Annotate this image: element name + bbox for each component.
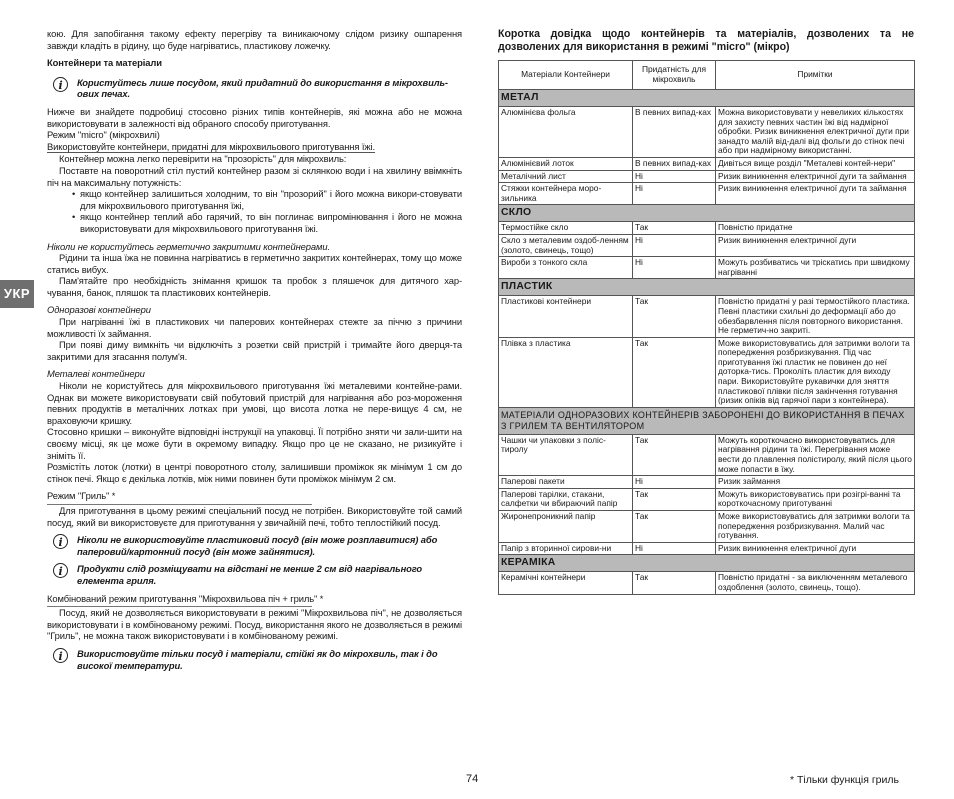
notes-cell: Ризик виникнення електричної дуги — [716, 542, 915, 555]
table-row — [499, 337, 915, 407]
material-cell: Паперові тарілки, стакани, салфетки чи вбираючий папір — [499, 488, 633, 510]
suitability-cell: Ні — [633, 234, 716, 256]
table-header-row — [499, 61, 915, 90]
combo-mode-label: Комбінований режим приготування "Мікрохвильова піч + гриль" * — [47, 592, 324, 604]
notes-cell: Дивіться вище розділ "Металеві контей-нери" — [716, 157, 915, 170]
check-instruction: Поставте на поворотний стіл пустий контейнер разом зі склянкою води і на хвилину ввімкніть піч на максимальну потужність: — [47, 164, 462, 188]
material-cell: Чашки чи упаковки з поліс-тиролу — [499, 434, 633, 475]
suitability-cell: Так — [633, 222, 716, 235]
grill-text: Для приготування в цьому режимі спеціальний посуд не потрібен. Використовуйте той самий посуд, який ви використовуєте для приготування у звичайній печі, тобто теплостійкий посуд. — [47, 504, 462, 528]
table-row — [499, 296, 915, 337]
table-row — [499, 572, 915, 594]
table-row — [499, 222, 915, 235]
notes-cell: Можуть короткочасно використовуватись для нагрівання рідини та їжі. Перегрівання може вести до плавлення полістиролу, який після цього може попасти в їжу. — [716, 434, 915, 475]
notes-cell: Ризик виникнення електричної дуги — [716, 234, 915, 256]
material-cell: Металічний лист — [499, 170, 633, 183]
info-icon: i — [53, 563, 68, 578]
material-cell: Алюмінієвий лоток — [499, 157, 633, 170]
note-plastic — [47, 534, 462, 557]
suitability-cell: Так — [633, 488, 716, 510]
micro-use: Використовуйте контейнери, придатні для мікрохвильового приготування їжі. — [47, 140, 376, 152]
notes-cell: Може використовуватись для затримки вологи та попередження розбризкування. Під час приготування їжі пластик не повинен до неї доторка-тись. Проколіть пластик для виходу пари. Використовуйте рукавички для зняття пластикової плівки після закінчення готування (ризик опіків від гарячої пари з контейнера). — [716, 337, 915, 407]
containers-guide-table — [498, 60, 915, 595]
notes-cell: Може використовуватись для затримки вологи та попередження розбризкування. Малий час готування. — [716, 511, 915, 543]
info-icon: i — [53, 534, 68, 549]
bullet-warm: • якщо контейнер теплий або гарячий, то він поглинає випромінювання і його не можна використовувати для мікрохвильового приготування їжі. — [72, 211, 462, 234]
info-icon: i — [53, 77, 68, 92]
micro-mode-label: Режим "micro" (мікрохвилі) — [47, 129, 160, 141]
suitability-cell: Так — [633, 511, 716, 543]
suitability-cell: Так — [633, 572, 716, 594]
suitability-cell: Ні — [633, 476, 716, 489]
intro-text: кою. Для запобігання такому ефекту перегріву та виникаючому слідом ризику ошпарення завжди кладіть в рідину, що буде нагріватись, пластикову ложечку. — [47, 28, 462, 51]
category-label: МЕТАЛ — [499, 90, 915, 107]
suitability-cell: Ні — [633, 170, 716, 183]
suitability-cell: Ні — [633, 183, 716, 205]
material-cell: Термостійке скло — [499, 222, 633, 235]
suitability-cell: Так — [633, 337, 716, 407]
metal-text-2: Стосовно кришки – виконуйте відповідні інструкції на упаковці. Її потрібно зняти чи зали-шити на своєму місці, як це може бути в окремому випадку. Якщо про це не сказано, не ризикуйте і зніміть її. — [47, 426, 462, 461]
combo-text: Посуд, який не дозволяється використовувати в режимі "Мікрохвильова піч", не дозволяється використовувати і в комбінованому режимі. Посуд, використання якого не дозволяється в режимі "Гриль", не можна також використовувати і в комбінованому режимі. — [47, 607, 462, 642]
footnote: * Тільки функція гриль — [790, 774, 899, 786]
containers-heading: Контейнери та матеріали — [47, 57, 162, 69]
grill-mode-label: Режим "Гриль" * — [47, 490, 116, 502]
guide-title: Коротка довідка щодо контейнерів та матеріалів, дозволених та не дозволених для використання в режимі "micro" (мікро) — [498, 28, 914, 53]
table-body — [499, 90, 915, 595]
notes-cell: Можна використовувати у невеликих кількостях для захисту певних частин їжі від надмірної обробки. Ризик виникнення електричної дуги при занадто малій від-далі від фольги до стінок печі або при надмірному використанні. — [716, 107, 915, 158]
sealed-heading: Ніколи не користуйтесь герметично закритими контейнерами. — [47, 240, 330, 252]
material-cell: Паперові пакети — [499, 476, 633, 489]
disposable-text-2: При появі диму вимкніть чи відключіть з розетки свій пристрій і тримайте його дверця-та закритими для згасання полум'я. — [47, 339, 462, 362]
note-combo — [47, 648, 462, 671]
category-label: СКЛО — [499, 205, 915, 222]
list-intro: Нижче ви знайдете подробиці стосовно різних типів контейнерів, які можна або не можна використовувати в залежності від обраного способу приготування. — [47, 105, 462, 129]
notes-cell: Повністю придатні у разі термостійкого пластика. Певні пластики схильні до деформації або до обезбарвлення після повторного використання. Не герметич-но закриті. — [716, 296, 915, 337]
check-line: Контейнер можна легко перевірити на "прозорість" для мікрохвиль: — [59, 153, 347, 165]
category-row — [499, 555, 915, 572]
table-row — [499, 476, 915, 489]
table-row — [499, 434, 915, 475]
table-row — [499, 234, 915, 256]
category-row — [499, 407, 915, 434]
table-row — [499, 257, 915, 279]
suitability-cell: Так — [633, 296, 716, 337]
page-number: 74 — [466, 773, 479, 785]
table-row — [499, 542, 915, 555]
notes-cell: Ризик займання — [716, 476, 915, 489]
col-header-notes: Примітки — [716, 61, 915, 90]
metal-heading: Металеві контейнери — [47, 368, 145, 380]
suitability-cell: Ні — [633, 542, 716, 555]
table-row — [499, 170, 915, 183]
left-column — [47, 28, 462, 671]
note-use-dishes — [47, 77, 462, 100]
category-row — [499, 205, 915, 222]
notes-cell: Повністю придатне — [716, 222, 915, 235]
suitability-cell: Ні — [633, 257, 716, 279]
suitability-cell: Так — [633, 434, 716, 475]
notes-cell: Повністю придатні - за виключенням металевого оздоблення (золото, свинець, тощо). — [716, 572, 915, 594]
table-row — [499, 157, 915, 170]
suitability-cell: В певних випад-ках — [633, 107, 716, 158]
material-cell: Алюмінієва фольга — [499, 107, 633, 158]
material-cell: Стяжки контейнера моро-зильника — [499, 183, 633, 205]
metal-text-3: Розмістіть лоток (лотки) в центрі поворотного столу, залишивши проміжок як мінімум 1 см до стінок печі. Якщо є декілька лотків, між ними повинен бути проміжок мінімум 2 см. — [47, 461, 462, 484]
material-cell: Пластикові контейнери — [499, 296, 633, 337]
info-icon: i — [53, 648, 68, 663]
material-cell: Папір з вторинної сирови-ни — [499, 542, 633, 555]
metal-text: Ніколи не користуйтесь для мікрохвильового приготування їжі металевими контейне-рами. Однак ви можете використовувати свій побутовий пристрій для нагрівання або роз-мороження певних продуктів в металічних лотках при умові, що висота лотка не пере-вищує 4 см, не враховуючи кришку. — [47, 380, 462, 426]
disposable-text: При нагріванні їжі в пластикових чи паперових контейнерах стежте за піччю з причини можливості їх займання. — [47, 316, 462, 339]
material-cell: Вироби з тонкого скла — [499, 257, 633, 279]
note-combo-text: Використовуйте тільки посуд і матеріали, стійкі як до мікрохвиль, так і до високої температури. — [77, 647, 438, 671]
disposable-heading: Одноразові контейнери — [47, 304, 151, 316]
suitability-cell: В певних випад-ках — [633, 157, 716, 170]
bullet-cold: • якщо контейнер залишиться холодним, то він "прозорий" і його можна викори-стовувати для мікрохвильового приготування їжі, — [72, 188, 462, 211]
category-row — [499, 90, 915, 107]
table-row — [499, 488, 915, 510]
material-cell: Керамічні контейнери — [499, 572, 633, 594]
category-label: МАТЕРІАЛИ ОДНОРАЗОВИХ КОНТЕЙНЕРІВ ЗАБОРОНЕНІ ДО ВИКОРИСТАННЯ В ПЕЧАХ З ГРИЛЕМ ТА ВЕНТИЛЯТОРОМ — [499, 407, 915, 434]
col-header-suitability: Придатність для мікрохвиль — [633, 61, 716, 90]
sealed-text: Рідини та інша їжа не повинна нагріватись в герметично закритих контейнерах, тому що може статись вибух. — [47, 252, 462, 275]
note-distance — [47, 563, 462, 586]
notes-cell: Ризик виникнення електричної дуги та займання — [716, 183, 915, 205]
category-row — [499, 279, 915, 296]
category-label: ПЛАСТИК — [499, 279, 915, 296]
notes-cell: Можуть розбиватись чи тріскатись при швидкому нагріванні — [716, 257, 915, 279]
notes-cell: Ризик виникнення електричної дуги та займання — [716, 170, 915, 183]
material-cell: Жиронепроникний папір — [499, 511, 633, 543]
sealed-text-2: Пам'ятайте про необхідність знімання кришок та пробок з пляшечок для дитячого хар-чування, банок, пляшок та пластикових контейнерів. — [47, 275, 462, 298]
material-cell: Скло з металевим оздоб-ленням (золото, свинець, тощо) — [499, 234, 633, 256]
language-tab: УКР — [0, 280, 34, 308]
note-plastic-text: Ніколи не використовуйте пластиковий посуд (він може розплавитися) або паперовий/картонний посуд (він може зайнятися). — [77, 534, 438, 557]
table-row — [499, 107, 915, 158]
notes-cell: Можуть використовуватись при розігрі-ванні та короткочасному приготуванні — [716, 488, 915, 510]
col-header-materials: Матеріали Контейнери — [499, 61, 633, 90]
category-label: КЕРАМІКА — [499, 555, 915, 572]
note-distance-text: Продукти слід розміщувати на відстані не менше 2 см від нагрівального елемента гриля. — [77, 563, 423, 586]
table-row — [499, 183, 915, 205]
material-cell: Плівка з пластика — [499, 337, 633, 407]
note-use-dishes-text: Користуйтесь лише посудом, який придатний до використання в мікрохвиль-ових печах. — [77, 76, 448, 100]
table-row — [499, 511, 915, 543]
